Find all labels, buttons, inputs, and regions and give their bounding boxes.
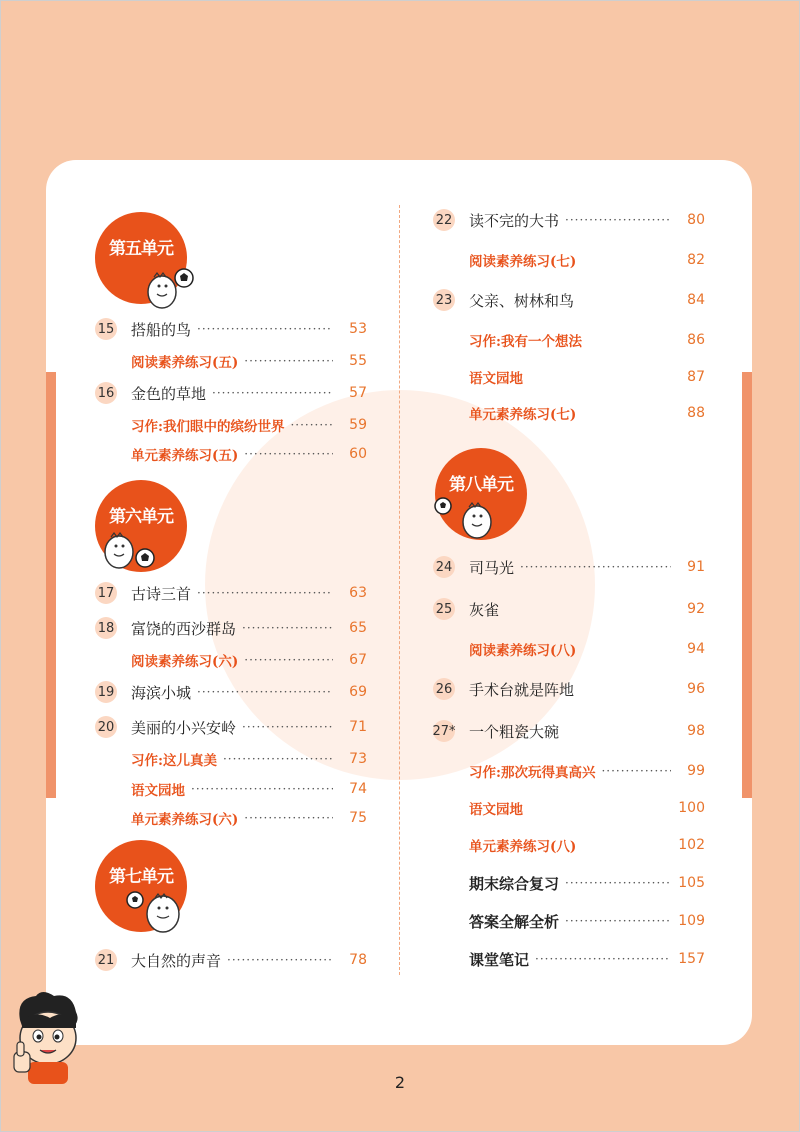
entry-title: 读不完的大书 — [469, 211, 560, 230]
unit-7-title: 第七单元 — [109, 867, 173, 887]
toc-entry[interactable] — [95, 778, 367, 800]
page-ref: 69 — [349, 684, 367, 700]
entry-title: 一个粗瓷大碗 — [469, 722, 560, 741]
entry-title: 单元素养练习(八) — [469, 839, 577, 855]
leader-dots — [191, 778, 333, 800]
leader-dots — [242, 716, 333, 738]
leader-dots — [520, 556, 671, 578]
toc-entry[interactable] — [95, 582, 367, 604]
toc-entry[interactable] — [433, 872, 705, 894]
toc-entry[interactable] — [95, 649, 367, 671]
entry-title: 习作:这儿真美 — [131, 753, 217, 769]
toc-entry[interactable] — [433, 760, 705, 782]
entry-title: 父亲、树林和鸟 — [469, 291, 575, 310]
leader-dots — [601, 760, 671, 782]
toc-entry[interactable] — [95, 414, 367, 436]
entry-title: 阅读素养练习(六) — [131, 654, 239, 670]
page-ref: 157 — [678, 951, 705, 967]
entry-title: 习作:我们眼中的缤纷世界 — [131, 419, 285, 435]
dinosaur-football-icon — [125, 882, 195, 942]
page-ref: 67 — [349, 652, 367, 668]
leader-dots — [223, 748, 333, 770]
toc-entry[interactable] — [433, 289, 705, 311]
lesson-number: 22 — [433, 209, 455, 231]
leader-dots — [227, 949, 333, 971]
page-ref: 65 — [349, 620, 367, 636]
page-ref: 71 — [349, 719, 367, 735]
leader-dots — [565, 209, 671, 231]
entry-title: 答案全解全析 — [469, 912, 560, 931]
lesson-number: 20 — [95, 716, 117, 738]
toc-entry[interactable] — [95, 617, 367, 639]
page-ref: 53 — [349, 321, 367, 337]
page-ref: 63 — [349, 585, 367, 601]
leader-dots — [197, 582, 333, 604]
page-ref: 60 — [349, 446, 367, 462]
leader-dots — [535, 948, 671, 970]
toc-entry[interactable] — [433, 329, 705, 351]
toc-entry[interactable] — [95, 949, 367, 971]
page-ref: 98 — [687, 723, 705, 739]
page-ref: 86 — [687, 332, 705, 348]
leader-dots — [244, 807, 333, 829]
lesson-number: 15 — [95, 318, 117, 340]
page-ref: 74 — [349, 781, 367, 797]
entry-title: 语文园地 — [469, 371, 523, 387]
page-ref: 84 — [687, 292, 705, 308]
leader-dots — [244, 649, 333, 671]
page-ref: 102 — [678, 837, 705, 853]
lesson-number: 19 — [95, 681, 117, 703]
entry-title: 单元素养练习(五) — [131, 448, 239, 464]
entry-title: 单元素养练习(六) — [131, 812, 239, 828]
leader-dots — [565, 872, 671, 894]
page-ref: 88 — [687, 405, 705, 421]
lesson-number: 21 — [95, 949, 117, 971]
toc-entry[interactable] — [433, 910, 705, 932]
leader-dots — [565, 910, 671, 932]
toc-entry[interactable] — [433, 797, 705, 819]
page-ref: 87 — [687, 369, 705, 385]
entry-title: 搭船的鸟 — [131, 320, 192, 339]
column-divider — [399, 205, 400, 975]
toc-entry[interactable] — [433, 556, 705, 578]
entry-title: 阅读素养练习(八) — [469, 643, 577, 659]
toc-entry[interactable] — [95, 681, 367, 703]
page-ref: 100 — [678, 800, 705, 816]
leader-dots — [244, 443, 333, 465]
toc-entry[interactable] — [433, 402, 705, 424]
entry-title: 课堂笔记 — [469, 950, 530, 969]
toc-entry[interactable] — [433, 948, 705, 970]
page-ref: 82 — [687, 252, 705, 268]
right-side-tab — [742, 372, 752, 798]
lesson-number: 16 — [95, 382, 117, 404]
toc-entry[interactable] — [95, 350, 367, 372]
page-ref: 78 — [349, 952, 367, 968]
unit-6-title: 第六单元 — [109, 507, 173, 527]
page-ref: 94 — [687, 641, 705, 657]
page-ref: 57 — [349, 385, 367, 401]
toc-entry[interactable] — [433, 366, 705, 388]
entry-title: 习作:我有一个想法 — [469, 334, 582, 350]
toc-entry[interactable] — [433, 834, 705, 856]
toc-entry[interactable] — [433, 249, 705, 271]
toc-entry[interactable] — [95, 382, 367, 404]
entry-title: 大自然的声音 — [131, 951, 222, 970]
page-ref: 92 — [687, 601, 705, 617]
page-ref: 59 — [349, 417, 367, 433]
lesson-number: 23 — [433, 289, 455, 311]
lesson-number: 25 — [433, 598, 455, 620]
entry-title: 语文园地 — [131, 783, 185, 799]
lesson-number: 27* — [433, 720, 455, 742]
entry-title: 手术台就是阵地 — [469, 680, 575, 699]
leader-dots — [244, 350, 333, 372]
leader-dots — [197, 318, 333, 340]
entry-title: 单元素养练习(七) — [469, 407, 577, 423]
boy-thumbs-up-icon — [6, 990, 96, 1085]
toc-entry[interactable] — [95, 443, 367, 465]
dinosaur-football-icon — [97, 522, 159, 572]
leader-dots — [212, 382, 333, 404]
entry-title: 语文园地 — [469, 802, 523, 818]
entry-title: 古诗三首 — [131, 584, 192, 603]
entry-title: 灰雀 — [469, 600, 500, 619]
toc-entry[interactable] — [433, 209, 705, 231]
entry-title: 司马光 — [469, 558, 515, 577]
page-ref: 96 — [687, 681, 705, 697]
toc-entry[interactable] — [95, 748, 367, 770]
lesson-number: 24 — [433, 556, 455, 578]
page-number: 2 — [394, 1073, 406, 1092]
entry-title: 阅读素养练习(七) — [469, 254, 577, 270]
entry-title: 习作:那次玩得真高兴 — [469, 765, 596, 781]
toc-entry[interactable] — [95, 716, 367, 738]
page-ref: 73 — [349, 751, 367, 767]
lesson-number: 17 — [95, 582, 117, 604]
page-ref: 91 — [687, 559, 705, 575]
leader-dots — [242, 617, 333, 639]
unit-5-title: 第五单元 — [109, 239, 173, 259]
toc-entry[interactable] — [433, 598, 705, 620]
toc-entry[interactable] — [95, 318, 367, 340]
page-ref: 109 — [678, 913, 705, 929]
entry-title: 阅读素养练习(五) — [131, 355, 239, 371]
lesson-number: 18 — [95, 617, 117, 639]
page-ref: 80 — [687, 212, 705, 228]
entry-title: 金色的草地 — [131, 384, 207, 403]
left-side-tab — [46, 372, 56, 798]
toc-entry[interactable] — [433, 720, 705, 742]
page-ref: 105 — [678, 875, 705, 891]
toc-entry[interactable] — [433, 678, 705, 700]
leader-dots — [197, 681, 333, 703]
entry-title: 海滨小城 — [131, 683, 192, 702]
toc-entry[interactable] — [95, 807, 367, 829]
dinosaur-football-icon — [433, 492, 503, 547]
page-ref: 75 — [349, 810, 367, 826]
toc-entry[interactable] — [433, 638, 705, 660]
lesson-number: 26 — [433, 678, 455, 700]
entry-title: 期末综合复习 — [469, 874, 560, 893]
entry-title: 美丽的小兴安岭 — [131, 718, 237, 737]
entry-title: 富饶的西沙群岛 — [131, 619, 237, 638]
page-ref: 99 — [687, 763, 705, 779]
leader-dots — [290, 414, 333, 436]
page-ref: 55 — [349, 353, 367, 369]
dinosaur-football-icon — [140, 262, 200, 312]
unit-8-title: 第八单元 — [449, 475, 513, 495]
